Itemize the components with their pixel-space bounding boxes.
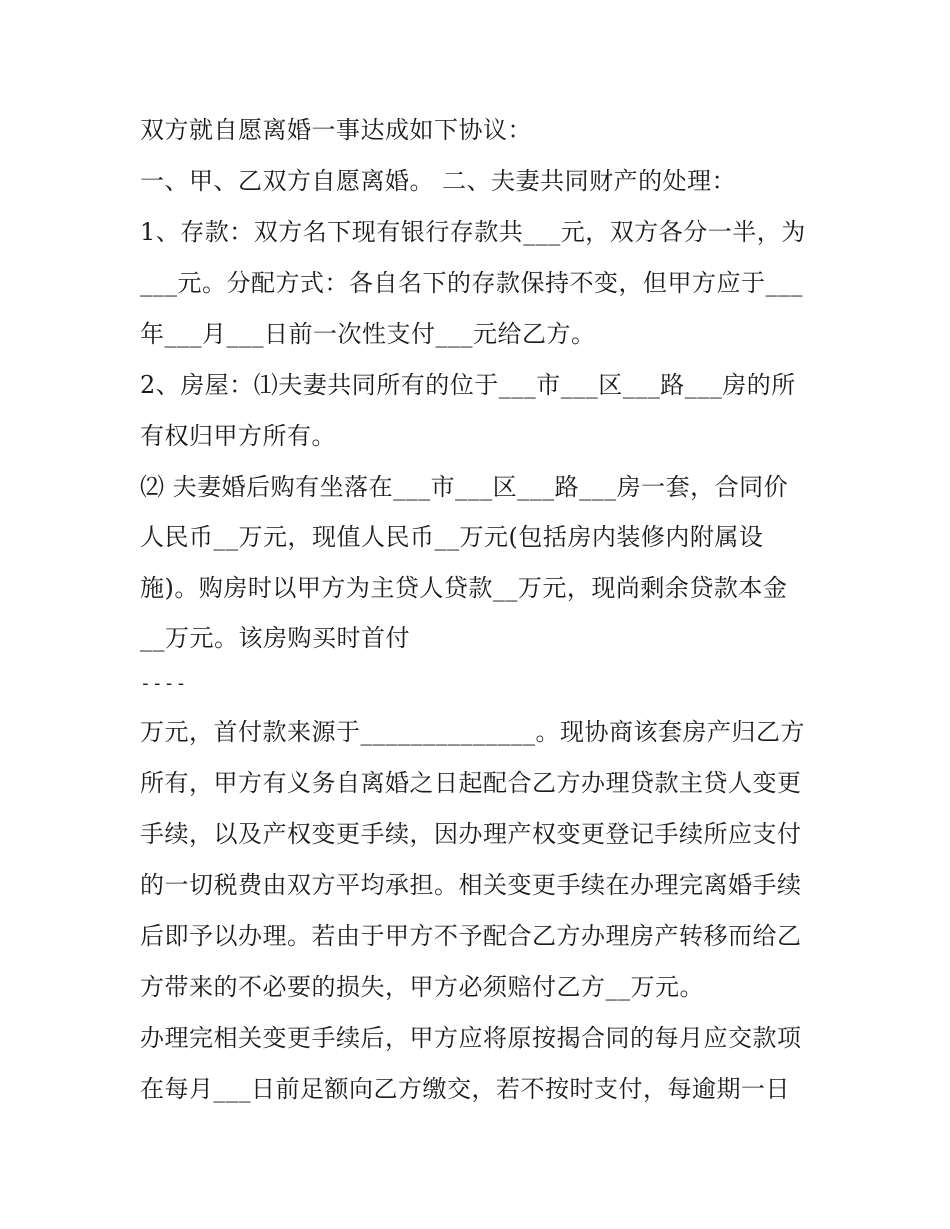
text-line: 所有，甲方有义务自离婚之日起配合乙方办理贷款主贷人变更 <box>140 769 802 797</box>
text-line: __万元。该房购买时首付 <box>140 624 410 652</box>
text-line: 方带来的不必要的损失，甲方必须赔付乙方__万元。 <box>140 973 704 1001</box>
text-line: 的一切税费由双方平均承担。相关变更手续在办理完离婚手续 <box>140 871 802 899</box>
text-line: 施)。购房时以甲方为主贷人贷款__万元，现尚剩余贷款本金 <box>140 574 788 602</box>
text-line: 一、甲、乙双方自愿离婚。 二、夫妻共同财产的处理： <box>140 167 737 195</box>
text-line: 后即予以办理。若由于甲方不予配合乙方办理房产转移而给乙 <box>140 922 802 950</box>
text-line: 在每月___日前足额向乙方缴交，若不按时支付，每逾期一日 <box>140 1075 790 1103</box>
text-line: 万元，首付款来源于______________。现协商该套房产归乙方 <box>140 718 805 746</box>
text-line: 人民币__万元，现值人民币__万元(包括房内装修内附属设 <box>140 523 764 551</box>
text-line: ⑵ 夫妻婚后购有坐落在___市___区___路___房一套，合同价 <box>140 473 789 501</box>
page-separator: ---- <box>140 673 188 694</box>
text-line: 手续，以及产权变更手续，因办理产权变更登记手续所应支付 <box>140 820 802 848</box>
text-line: 年___月___日前一次性支付___元给乙方。 <box>140 320 596 348</box>
text-line: 双方就自愿离婚一事达成如下协议： <box>140 116 532 144</box>
text-line: 1、存款：双方名下现有银行存款共___元，双方各分一半，为 <box>140 218 806 246</box>
text-line: ___元。分配方式：各自名下的存款保持不变，但甲方应于___ <box>140 269 803 297</box>
text-line: 2、房屋：⑴夫妻共同所有的位于___市___区___路___房的所 <box>140 371 796 399</box>
text-line: 办理完相关变更手续后，甲方应将原按揭合同的每月应交款项 <box>140 1024 802 1052</box>
text-line: 有权归甲方所有。 <box>140 422 336 450</box>
